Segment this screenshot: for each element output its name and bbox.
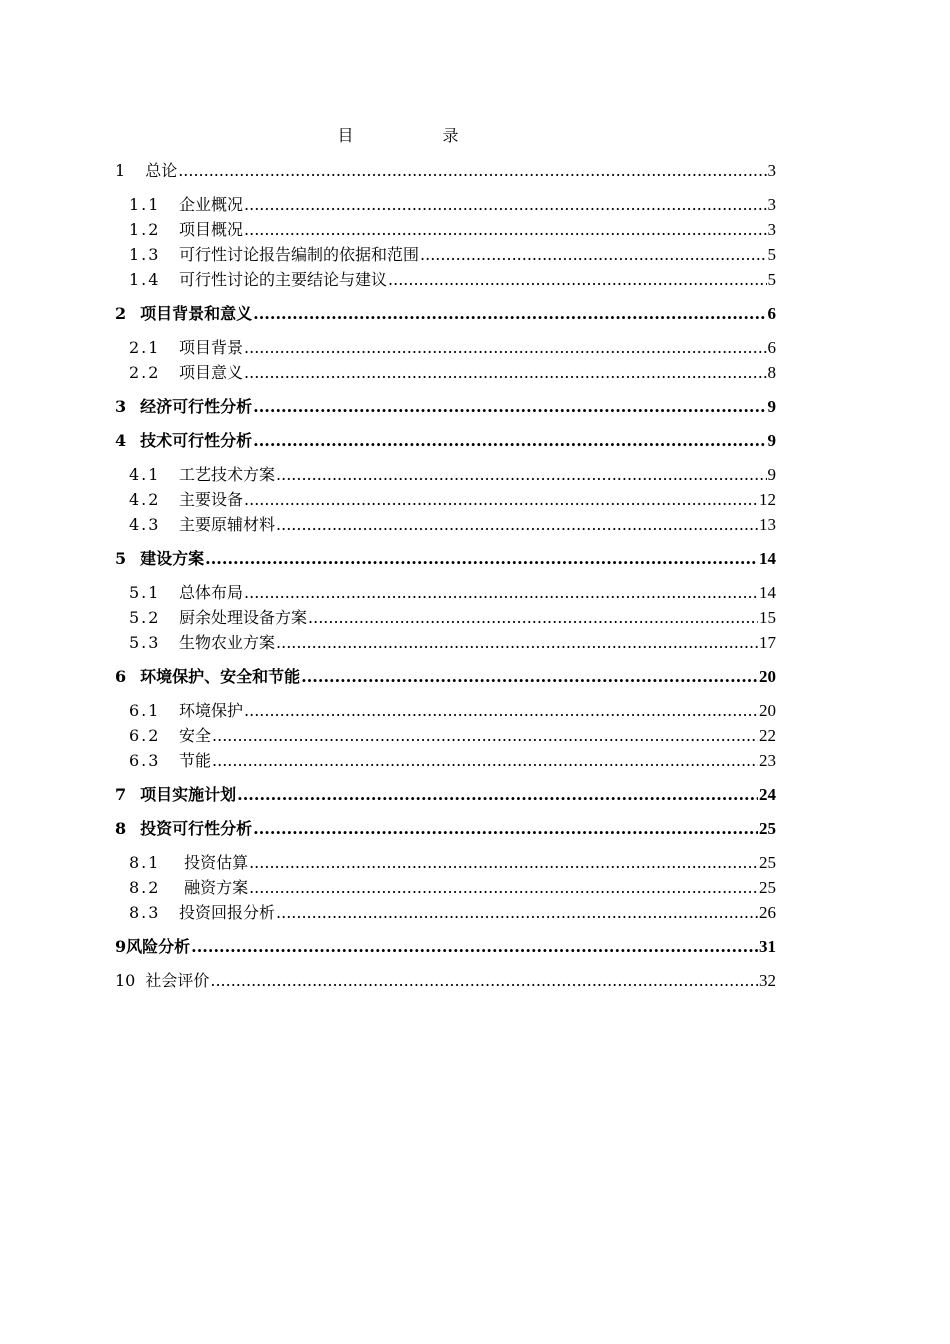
toc-entry-page-number: 9 xyxy=(767,397,776,416)
toc-entry-label: 投资估算 xyxy=(179,853,249,872)
toc-chapter-entry[interactable] xyxy=(115,301,776,326)
toc-entry-number: 2 xyxy=(115,304,127,323)
toc-entry-number: 6.2 xyxy=(129,726,161,745)
toc-entry-page-number: 8 xyxy=(767,363,776,382)
toc-chapter-entry[interactable] xyxy=(115,394,776,419)
toc-entry-label: 环境保护、安全和节能 xyxy=(140,667,301,686)
toc-chapter-entry[interactable] xyxy=(115,428,776,453)
toc-entry-label: 生物农业方案 xyxy=(179,633,276,652)
toc-entry-number: 8 xyxy=(115,819,127,838)
toc-entry-number: 4 xyxy=(115,431,127,450)
toc-section-entry[interactable] xyxy=(115,698,776,723)
toc-entry-number: 6.1 xyxy=(129,701,161,720)
toc-dot-leader xyxy=(212,723,758,748)
toc-entry-label: 经济可行性分析 xyxy=(140,397,253,416)
toc-entry-page-number: 32 xyxy=(759,971,776,990)
toc-chapter-entry[interactable] xyxy=(115,816,776,841)
toc-entry-label: 环境保护 xyxy=(179,701,244,720)
toc-entry-page-number: 3 xyxy=(767,161,776,180)
toc-entry-number: 1.3 xyxy=(129,245,161,264)
toc-chapter-entry[interactable] xyxy=(115,934,776,959)
toc-entry-page-number: 9 xyxy=(767,465,776,484)
toc-section-entry[interactable] xyxy=(115,580,776,605)
toc-entry-label: 投资可行性分析 xyxy=(140,819,253,838)
toc-entry-page-number: 14 xyxy=(759,549,776,568)
toc-entry-label: 安全 xyxy=(179,726,212,745)
toc-entry-number: 9 xyxy=(115,937,127,956)
toc-section-entry[interactable] xyxy=(115,217,776,242)
toc-entry-page-number: 23 xyxy=(759,751,776,770)
toc-section-entry[interactable] xyxy=(115,242,776,267)
toc-chapter-entry[interactable] xyxy=(115,158,776,183)
toc-entry-label: 项目实施计划 xyxy=(140,785,237,804)
toc-entry-number: 4.3 xyxy=(129,515,161,534)
toc-section-entry[interactable] xyxy=(115,192,776,217)
toc-entry-label: 投资回报分析 xyxy=(179,903,276,922)
toc-entry-page-number: 5 xyxy=(767,270,776,289)
toc-dot-leader xyxy=(244,192,766,217)
toc-entry-page-number: 13 xyxy=(759,515,776,534)
toc-entry-page-number: 26 xyxy=(759,903,776,922)
toc-entry-label: 技术可行性分析 xyxy=(140,431,253,450)
toc-entry-label: 企业概况 xyxy=(179,195,244,214)
toc-dot-leader xyxy=(205,546,758,571)
toc-chapter-entry[interactable] xyxy=(115,782,776,807)
toc-dot-leader xyxy=(249,850,758,875)
toc-dot-leader xyxy=(244,698,758,723)
toc-dot-leader xyxy=(191,934,758,959)
toc-section-entry[interactable] xyxy=(115,630,776,655)
toc-entry-number: 6 xyxy=(115,667,127,686)
toc-dot-leader xyxy=(249,875,758,900)
toc-entry-number: 2.1 xyxy=(129,338,161,357)
toc-entry-number: 1 xyxy=(115,161,126,180)
toc-dot-leader xyxy=(253,428,766,453)
toc-dot-leader xyxy=(276,900,758,925)
toc-entry-number: 8.1 xyxy=(129,853,161,872)
toc-dot-leader xyxy=(244,217,766,242)
toc-entry-page-number: 15 xyxy=(759,608,776,627)
toc-entry-page-number: 3 xyxy=(767,220,776,239)
toc-section-entry[interactable] xyxy=(115,360,776,385)
toc-entry-number: 10 xyxy=(115,971,136,990)
toc-dot-leader xyxy=(244,360,766,385)
toc-entry-number: 3 xyxy=(115,397,127,416)
toc-dot-leader xyxy=(178,158,766,183)
toc-entry-label: 项目背景和意义 xyxy=(140,304,253,323)
toc-entry-page-number: 31 xyxy=(759,937,776,956)
toc-entry-page-number: 24 xyxy=(759,785,776,804)
toc-entry-label: 项目意义 xyxy=(179,363,244,382)
toc-dot-leader xyxy=(308,605,758,630)
toc-entry-label: 项目概况 xyxy=(179,220,244,239)
toc-entry-number: 1.4 xyxy=(129,270,161,289)
toc-entry-page-number: 20 xyxy=(759,701,776,720)
toc-entry-label: 项目背景 xyxy=(179,338,244,357)
toc-section-entry[interactable] xyxy=(115,900,776,925)
toc-entry-page-number: 25 xyxy=(759,878,776,897)
toc-chapter-entry[interactable] xyxy=(115,546,776,571)
toc-entry-label: 融资方案 xyxy=(179,878,249,897)
toc-dot-leader xyxy=(253,816,758,841)
toc-dot-leader xyxy=(253,301,766,326)
toc-dot-leader xyxy=(237,782,758,807)
toc-chapter-entry[interactable] xyxy=(115,664,776,689)
toc-entry-number: 7 xyxy=(115,785,127,804)
toc-entry-page-number: 9 xyxy=(767,431,776,450)
toc-entry-label: 建设方案 xyxy=(140,549,205,568)
toc-dot-leader xyxy=(276,462,766,487)
toc-dot-leader xyxy=(276,512,758,537)
toc-section-entry[interactable] xyxy=(115,723,776,748)
toc-dot-leader xyxy=(420,242,766,267)
toc-entry-page-number: 6 xyxy=(767,338,776,357)
toc-entry-label: 主要设备 xyxy=(179,490,244,509)
toc-entry-page-number: 5 xyxy=(767,245,776,264)
toc-section-entry[interactable] xyxy=(115,512,776,537)
toc-dot-leader xyxy=(276,630,758,655)
toc-entry-number: 8.2 xyxy=(129,878,161,897)
toc-dot-leader xyxy=(388,267,766,292)
toc-entry-number: 1.1 xyxy=(129,195,161,214)
toc-entry-page-number: 6 xyxy=(767,304,776,323)
toc-dot-leader xyxy=(244,580,758,605)
toc-entry-number: 4.2 xyxy=(129,490,161,509)
toc-title: 目 录 xyxy=(337,126,501,145)
toc-entry-label: 节能 xyxy=(179,751,212,770)
toc-entry-label: 厨余处理设备方案 xyxy=(179,608,308,627)
toc-dot-leader xyxy=(210,968,758,993)
toc-dot-leader xyxy=(301,664,758,689)
toc-entry-page-number: 22 xyxy=(759,726,776,745)
toc-entry-number: 2.2 xyxy=(129,363,161,382)
toc-entry-label: 总论 xyxy=(145,161,178,180)
toc-entry-page-number: 25 xyxy=(759,819,776,838)
toc-entry-number: 6.3 xyxy=(129,751,161,770)
toc-entry-label: 可行性讨论报告编制的依据和范围 xyxy=(179,245,420,264)
table-of-contents xyxy=(115,158,776,993)
toc-entry-label: 可行性讨论的主要结论与建议 xyxy=(179,270,388,289)
toc-entry-label: 主要原辅材料 xyxy=(179,515,276,534)
toc-dot-leader xyxy=(244,335,766,360)
toc-entry-number: 5.2 xyxy=(129,608,161,627)
toc-entry-number: 1.2 xyxy=(129,220,161,239)
toc-section-entry[interactable] xyxy=(115,850,776,875)
toc-dot-leader xyxy=(244,487,758,512)
toc-section-entry[interactable] xyxy=(115,335,776,360)
toc-section-entry[interactable] xyxy=(115,748,776,773)
toc-entry-label: 工艺技术方案 xyxy=(179,465,276,484)
toc-entry-number: 5 xyxy=(115,549,127,568)
toc-entry-label: 风险分析 xyxy=(126,937,191,956)
toc-entry-page-number: 17 xyxy=(759,633,776,652)
toc-section-entry[interactable] xyxy=(115,605,776,630)
toc-section-entry[interactable] xyxy=(115,487,776,512)
toc-section-entry[interactable] xyxy=(115,462,776,487)
toc-entry-number: 5.1 xyxy=(129,583,161,602)
toc-entry-number: 4.1 xyxy=(129,465,161,484)
toc-dot-leader xyxy=(212,748,758,773)
toc-entry-label: 总体布局 xyxy=(179,583,244,602)
toc-chapter-entry[interactable] xyxy=(115,968,776,993)
toc-section-entry[interactable] xyxy=(115,875,776,900)
toc-entry-page-number: 12 xyxy=(759,490,776,509)
toc-entry-number: 8.3 xyxy=(129,903,161,922)
toc-entry-number: 5.3 xyxy=(129,633,161,652)
toc-entry-page-number: 25 xyxy=(759,853,776,872)
toc-dot-leader xyxy=(253,394,766,419)
toc-entry-page-number: 3 xyxy=(767,195,776,214)
toc-entry-page-number: 14 xyxy=(759,583,776,602)
toc-entry-label: 社会评价 xyxy=(145,971,210,990)
toc-section-entry[interactable] xyxy=(115,267,776,292)
toc-entry-page-number: 20 xyxy=(759,667,776,686)
